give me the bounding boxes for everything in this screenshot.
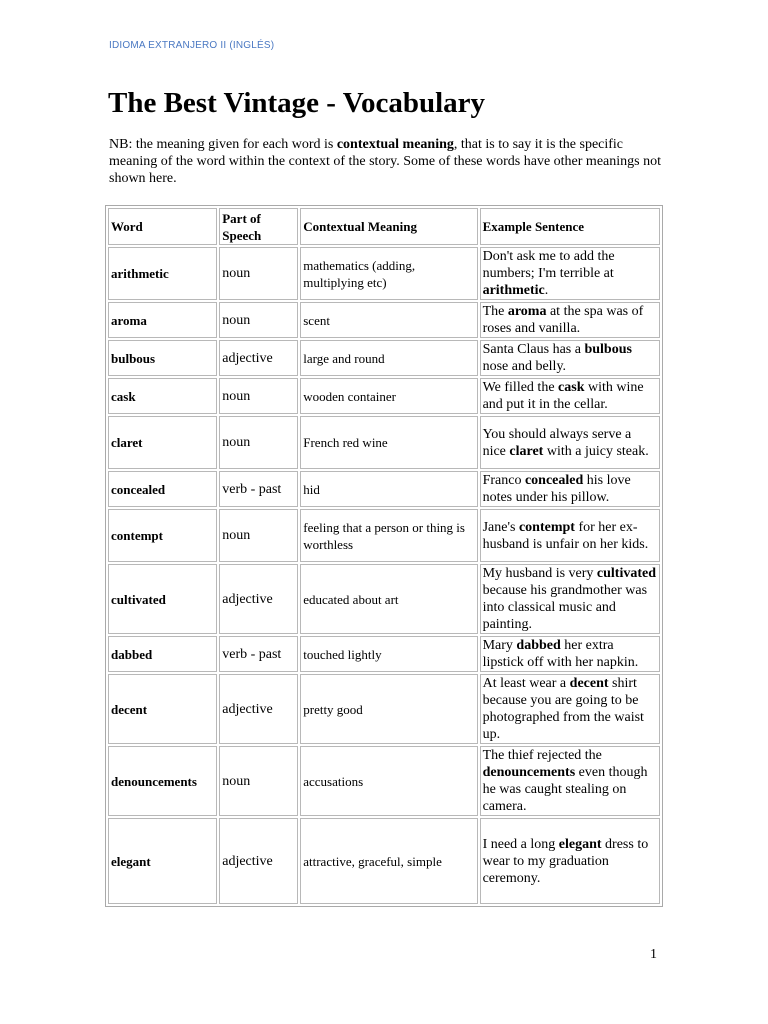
example-text: The [482, 304, 508, 319]
example-cell [480, 247, 660, 300]
table-row [108, 564, 660, 634]
pos-cell: noun [219, 416, 298, 469]
table-row [108, 378, 660, 414]
header-example-sentence: Example Sentence [480, 208, 660, 245]
meaning-cell: feeling that a person or thing is worthless [300, 509, 477, 562]
example-cell [480, 746, 660, 816]
pos-cell: verb - past [219, 471, 298, 507]
pos-cell: adjective [219, 564, 298, 634]
intro-paragraph [109, 136, 669, 187]
example-highlight: dabbed [516, 638, 561, 653]
pos-cell: noun [219, 746, 298, 816]
word-cell: arithmetic [108, 247, 217, 300]
vocabulary-table [105, 205, 663, 907]
example-cell [480, 378, 660, 414]
word-cell: concealed [108, 471, 217, 507]
example-cell [480, 818, 660, 904]
example-text: I need a long [482, 836, 559, 852]
header-part-of-speech: Part of Speech [219, 208, 298, 245]
example-text: We filled the [482, 380, 559, 395]
pos-cell: adjective [219, 674, 298, 744]
word-cell: dabbed [108, 636, 217, 672]
meaning-cell: wooden container [300, 378, 477, 414]
example-text: her extra lipstick off with her napkin. [482, 638, 639, 670]
table-row [108, 340, 660, 376]
intro-prefix: NB: the meaning given for each word is [109, 137, 337, 152]
page-number: 1 [650, 947, 657, 962]
meaning-cell: touched lightly [300, 636, 477, 672]
word-cell: elegant [108, 818, 217, 904]
page-title: The Best Vintage - Vocabulary [108, 87, 486, 119]
intro-suffix: , that is to say it is the specific meaning of the word within the context of the story. Some of these words have other meanings not shown here. [109, 137, 661, 186]
example-text: even though he was caught stealing on camera. [482, 765, 648, 814]
example-cell [480, 416, 660, 469]
table-row [108, 674, 660, 744]
example-highlight: aroma [507, 304, 547, 319]
example-text: because his grandmother was into classical music and painting. [482, 583, 648, 632]
example-text: Don't ask me to add the numbers; I'm terrible at [482, 249, 615, 281]
intro-bold-term: contextual meaning [336, 137, 454, 152]
meaning-cell: large and round [300, 340, 477, 376]
example-text: with wine and put it in the cellar. [482, 380, 644, 412]
example-text: Jane's [482, 519, 519, 535]
table-row [108, 509, 660, 562]
header-word: Word [108, 208, 217, 245]
example-text: The thief rejected the [482, 748, 602, 763]
meaning-cell: French red wine [300, 416, 477, 469]
example-highlight: claret [509, 443, 544, 459]
table-header-row [108, 208, 660, 245]
example-text: . [544, 283, 549, 298]
example-text: his love notes under his pillow. [482, 473, 631, 505]
meaning-cell: accusations [300, 746, 477, 816]
pos-cell: noun [219, 302, 298, 338]
example-cell [480, 471, 660, 507]
example-highlight: arithmetic [482, 283, 545, 298]
example-cell [480, 636, 660, 672]
meaning-cell: mathematics (adding, multiplying etc) [300, 247, 477, 300]
example-text: with a juicy steak. [543, 443, 649, 459]
example-text: dress to wear to my graduation ceremony. [482, 836, 649, 886]
example-highlight: cultivated [596, 566, 657, 581]
example-text: Santa Claus has a [482, 342, 585, 357]
example-text: My husband is very [482, 566, 597, 581]
example-highlight: decent [569, 676, 609, 691]
table-row [108, 471, 660, 507]
example-cell [480, 340, 660, 376]
example-cell [480, 564, 660, 634]
example-text: Franco [482, 473, 525, 488]
running-header: IDIOMA EXTRANJERO II (INGLÉS) [109, 40, 275, 51]
word-cell: denouncements [108, 746, 217, 816]
pos-cell: noun [219, 378, 298, 414]
example-cell [480, 302, 660, 338]
meaning-cell: hid [300, 471, 477, 507]
example-text: nose and belly. [482, 359, 567, 374]
word-cell: cask [108, 378, 217, 414]
example-text: at the spa was of roses and vanilla. [482, 304, 644, 336]
pos-cell: adjective [219, 818, 298, 904]
pos-cell: adjective [219, 340, 298, 376]
example-text: shirt because you are going to be photographed from the waist up. [482, 676, 644, 742]
meaning-cell: educated about art [300, 564, 477, 634]
example-cell [480, 674, 660, 744]
pos-cell: noun [219, 247, 298, 300]
pos-cell: noun [219, 509, 298, 562]
table-row [108, 818, 660, 904]
meaning-cell: scent [300, 302, 477, 338]
word-cell: decent [108, 674, 217, 744]
example-text: At least wear a [482, 676, 570, 691]
example-cell [480, 509, 660, 562]
table-row [108, 746, 660, 816]
example-highlight: concealed [524, 473, 584, 488]
example-highlight: contempt [518, 519, 575, 535]
pos-cell: verb - past [219, 636, 298, 672]
table-row [108, 247, 660, 300]
example-text: Mary [482, 638, 517, 653]
meaning-cell: attractive, graceful, simple [300, 818, 477, 904]
example-highlight: denouncements [482, 765, 576, 780]
example-text: You should always serve a nice [482, 426, 632, 459]
word-cell: cultivated [108, 564, 217, 634]
header-contextual-meaning: Contextual Meaning [300, 208, 477, 245]
word-cell: contempt [108, 509, 217, 562]
meaning-cell: pretty good [300, 674, 477, 744]
word-cell: claret [108, 416, 217, 469]
table-row [108, 636, 660, 672]
example-highlight: elegant [558, 836, 602, 852]
table-row [108, 416, 660, 469]
example-text: for her ex-husband is unfair on her kids. [482, 519, 649, 552]
word-cell: bulbous [108, 340, 217, 376]
table-row [108, 302, 660, 338]
example-highlight: cask [558, 380, 585, 395]
word-cell: aroma [108, 302, 217, 338]
example-highlight: bulbous [584, 342, 632, 357]
